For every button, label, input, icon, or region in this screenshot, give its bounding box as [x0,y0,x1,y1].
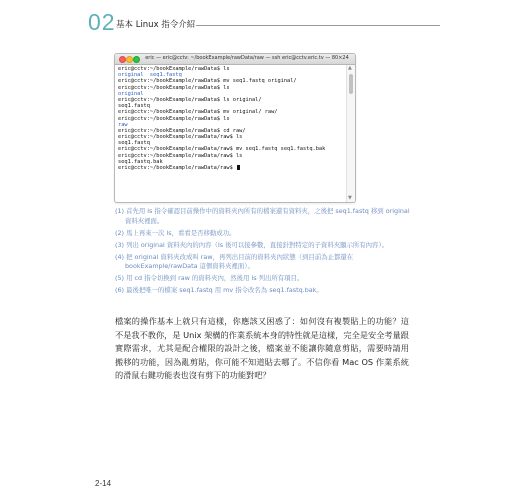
terminal-line: eric@cctv:~/bookExample/rawData/raw$ ls [118,134,243,141]
scroll-down-arrow-icon[interactable]: ▼ [348,195,352,201]
step-item: (6) 最後把唯一的檔案 seq1.fastq 用 mv 指令改名為 seq1.fastq.bak。 [115,286,323,295]
terminal-line: seq1.fastq.bak [118,158,163,165]
terminal-line: eric@cctv:~/bookExample/rawData$ ls [118,84,230,91]
step-item: (4) 把 original 資料夾改成叫 raw，再列出目前的資料夾內狀態（到目前為止都還在 bookExample/rawData 這個資料夾裡面）。 [115,252,354,271]
terminal-line: eric@cctv:~/bookExample/rawData$ ls [118,115,230,122]
chapter-number: 02 [88,9,116,35]
terminal-line: seq1.fastq [118,103,150,110]
terminal-line: eric@cctv:~/bookExample/rawData$ ls original/ [118,96,262,103]
terminal-line: seq1.fastq [118,140,150,147]
terminal-line: raw [118,121,128,128]
scrollbar-thumb[interactable] [349,74,353,94]
chapter-title: 基本 Linux 指令介紹 [116,20,196,30]
terminal-line: original [118,90,144,97]
scroll-up-arrow-icon[interactable]: ▲ [348,65,352,71]
minimize-window-button[interactable] [126,56,133,63]
step-item: (5) 用 cd 指令切換到 raw 的資料夾內，然後用 ls 列出所有項目。 [115,274,304,283]
terminal-output[interactable] [115,65,347,202]
step-item: (3) 列出 original 資料夾內的內容（ls 後可以接參數，直接針對特定的子資料夾顯示所有內容）。 [115,240,389,249]
terminal-window[interactable] [114,53,356,203]
terminal-line: eric@cctv:~/bookExample/rawData$ mv original/ raw/ [118,109,278,116]
header-divider [196,25,440,26]
close-window-button[interactable] [119,56,126,63]
chapter-header [88,9,440,36]
text-cursor [237,165,240,170]
step-item: (1) 首先用 ls 指令確認目前操作中的資料夾內所有的檔案還有資料夾，之後把 seq1.fastq 移到 original 資料夾裡面。 [115,207,410,225]
terminal-line: eric@cctv:~/bookExample/rawData$ mv seq1.fastq original/ [118,78,297,85]
page-number: 2-14 [95,479,112,488]
body-paragraph: 檔案的操作基本上就只有這樣，你應該又困惑了：如何沒有複製貼上的功能？這不是我不教你，是 Unix 架構的作業系統本身的特性就是這樣，完全是安全考量跟實際需求，尤其是配合權限的設計之後，檔案並不能讓你隨意剪貼，需要時請用搬移的功能，因為亂剪貼，你可能不知道貼去哪了。不信你看 Mac OS 作業系統的滑鼠右鍵功能表也沒有剪下的功能對吧？ [115,316,409,381]
terminal-prompt: eric@cctv:~/bookExample/rawData/raw$ [118,165,236,171]
step-list [115,207,415,298]
terminal-line: eric@cctv:~/bookExample/rawData$ cd raw/ [118,127,246,134]
terminal-title: eric — eric@cctv: ~/bookExample/rawData/raw — ssh eric@cctv.eric.tv — 80×24 [145,55,349,61]
terminal-line: eric@cctv:~/bookExample/rawData$ ls [118,66,230,72]
terminal-titlebar[interactable] [115,54,355,65]
maximize-window-button[interactable] [133,56,140,63]
terminal-prompt-line[interactable] [118,165,344,171]
terminal-scrollbar[interactable] [346,65,355,202]
terminal-line: eric@cctv:~/bookExample/rawData/raw$ mv seq1.fastq seq1.fastq.bak [118,146,326,153]
terminal-line: eric@cctv:~/bookExample/rawData/raw$ ls [118,152,243,159]
step-item: (2) 馬上再來一次 ls，看看是否移動成功。 [115,228,236,237]
terminal-line: original seq1.fastq [118,72,182,79]
